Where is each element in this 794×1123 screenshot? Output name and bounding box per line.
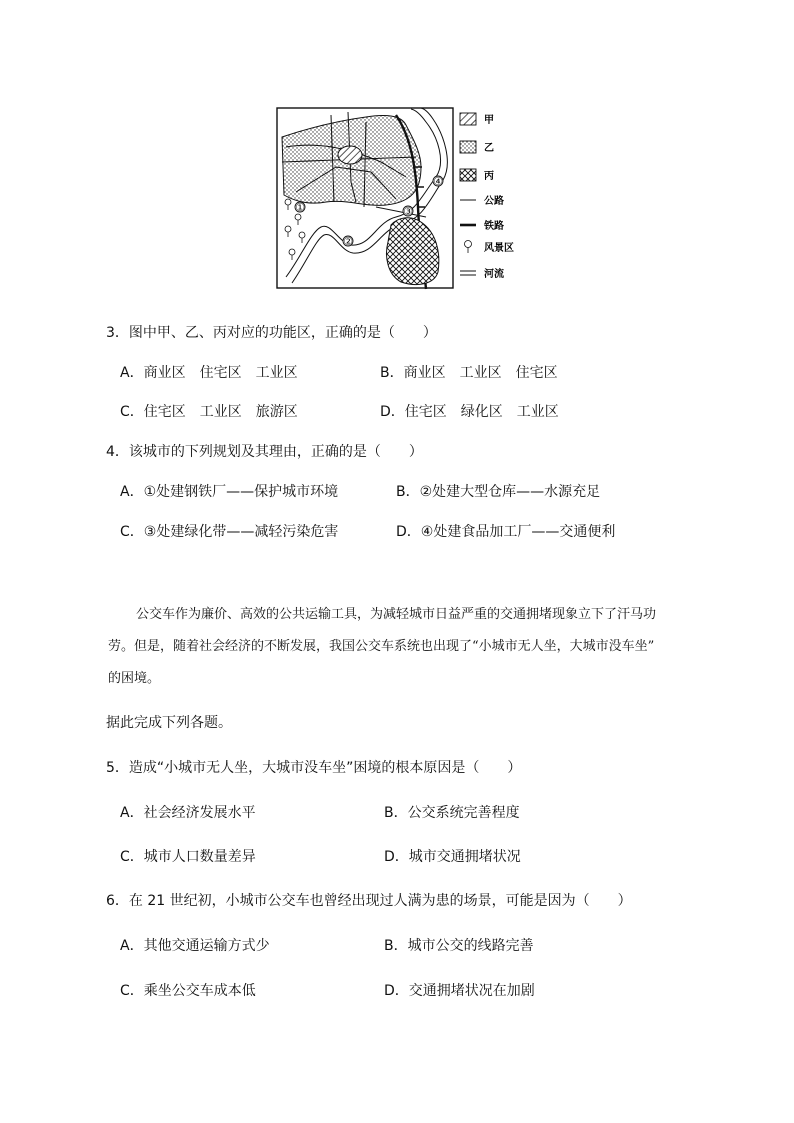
legend-jia: 甲	[484, 115, 494, 126]
legend-railway: 铁路	[484, 221, 504, 232]
q3-option-b: B．商业区 工业区 住宅区	[380, 365, 558, 381]
legend-road: 公路	[484, 196, 504, 207]
q4-option-d: D．④处建食品加工厂——交通便利	[396, 524, 616, 540]
legend-bing: 丙	[484, 171, 494, 182]
q5-stem: 5．造成“小城市无人坐，大城市没车坐”困境的根本原因是（ ）	[106, 760, 522, 776]
instruction: 据此完成下列各题。	[106, 715, 232, 731]
marker-1: ①	[295, 201, 305, 214]
marker-4: ④	[433, 175, 443, 188]
q3-option-c: C．住宅区 工业区 旅游区	[120, 404, 298, 420]
marker-3: ③	[403, 205, 413, 218]
q6-option-c: C．乘坐公交车成本低	[120, 983, 256, 999]
q4-stem: 4．该城市的下列规划及其理由，正确的是（ ）	[106, 444, 423, 460]
passage-line-1: 公交车作为廉价、高效的公共运输工具，为减轻城市日益严重的交通拥堵现象立下了汗马功	[136, 607, 657, 622]
q6-stem: 6．在 21 世纪初，小城市公交车也曾经出现过人满为患的场景，可能是因为（ ）	[106, 893, 632, 909]
q5-option-a: A．社会经济发展水平	[120, 805, 256, 821]
q5-option-c: C．城市人口数量差异	[120, 849, 256, 865]
q4-option-c: C．③处建绿化带——减轻污染危害	[120, 524, 339, 540]
passage-line-2: 劳。但是，随着社会经济的不断发展，我国公交车系统也出现了“小城市无人坐，大城市没车坐”	[108, 639, 655, 654]
q3-option-d: D．住宅区 绿化区 工业区	[380, 404, 559, 420]
q4-option-a: A．①处建钢铁厂——保护城市环境	[120, 484, 339, 500]
legend-river: 河流	[484, 269, 504, 280]
q3-option-a: A．商业区 住宅区 工业区	[120, 365, 298, 381]
q6-option-d: D．交通拥堵状况在加剧	[384, 983, 535, 999]
legend-yi: 乙	[484, 143, 494, 154]
q3-stem: 3．图中甲、乙、丙对应的功能区，正确的是（ ）	[106, 325, 437, 341]
zone-jia	[338, 146, 362, 164]
marker-2: ②	[343, 235, 353, 248]
map-legend	[460, 113, 514, 280]
q4-option-b: B．②处建大型仓库——水源充足	[396, 484, 601, 500]
city-map-figure	[276, 107, 522, 290]
q6-option-a: A．其他交通运输方式少	[120, 938, 270, 954]
q5-option-b: B．公交系统完善程度	[384, 805, 520, 821]
passage-line-3: 的困境。	[108, 671, 161, 686]
q6-option-b: B．城市公交的线路完善	[384, 938, 534, 954]
q5-option-d: D．城市交通拥堵状况	[384, 849, 521, 865]
legend-scenic: 风景区	[484, 243, 514, 254]
